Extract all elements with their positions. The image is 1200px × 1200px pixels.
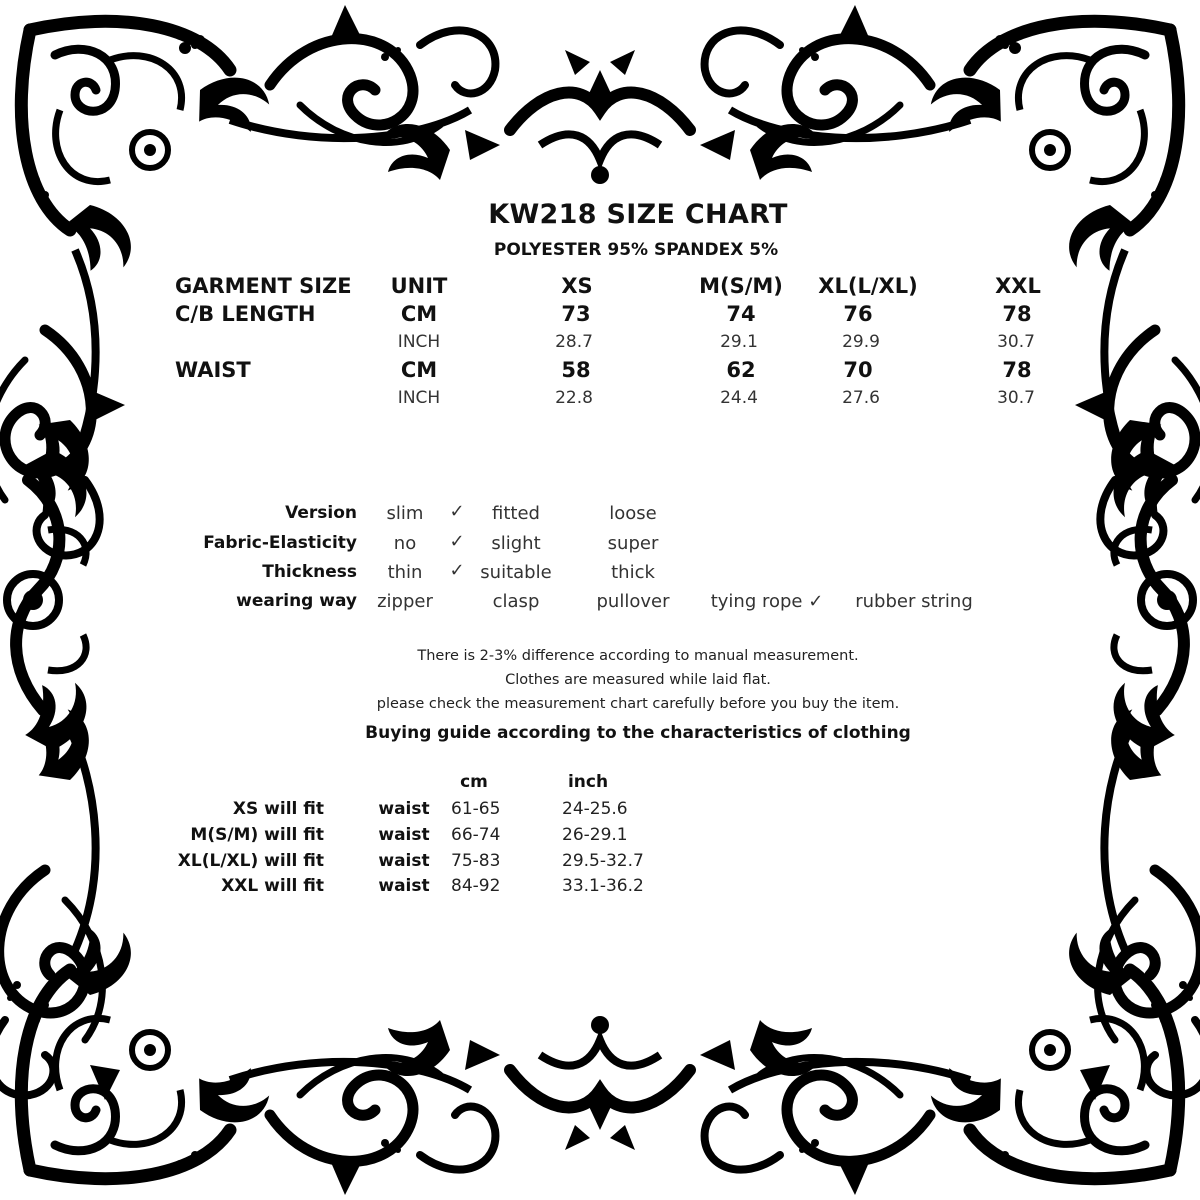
attr-option: thin <box>387 562 423 583</box>
table-unit: CM <box>400 302 438 326</box>
table-cell: 30.7 <box>997 332 1035 352</box>
guide-inch: 26-29.1 <box>562 825 628 845</box>
check-icon: ✓ <box>449 560 465 581</box>
header-size-xxl: XXL <box>995 274 1041 298</box>
attr-option: super <box>607 533 659 554</box>
fabric-composition: POLYESTER 95% SPANDEX 5% <box>493 240 779 260</box>
guide-cm: 66-74 <box>451 825 501 845</box>
attr-option: slim <box>386 503 424 524</box>
table-cell: 29.1 <box>720 332 758 352</box>
header-size-xs: XS <box>561 274 593 298</box>
attr-option: loose <box>609 503 657 524</box>
guide-inch: 33.1-36.2 <box>562 876 644 896</box>
attr-option: clasp <box>492 591 540 612</box>
table-cell: 62 <box>726 358 756 382</box>
table-cell: 73 <box>561 302 591 326</box>
guide-cm: 84-92 <box>451 876 501 896</box>
header-size-m: M(S/M) <box>699 274 783 298</box>
buying-guide-title: Buying guide according to the characteristics of clothing <box>365 723 911 743</box>
attr-label-thickness: Thickness <box>262 562 357 582</box>
check-icon: ✓ <box>449 501 465 522</box>
guide-row-label: XL(L/XL) will fit <box>177 851 324 871</box>
guide-row-label: XXL will fit <box>221 876 324 896</box>
attr-option-selected: tying rope ✓ <box>710 591 824 612</box>
attr-option: slight <box>491 533 541 554</box>
check-icon: ✓ <box>449 531 465 552</box>
attr-label-fabric-elasticity: Fabric-Elasticity <box>203 533 357 553</box>
table-cell: 58 <box>561 358 591 382</box>
attr-option: zipper <box>377 591 433 612</box>
guide-inch: 24-25.6 <box>562 799 628 819</box>
attr-option: pullover <box>596 591 670 612</box>
table-cell: 70 <box>843 358 873 382</box>
row-label-cb-length: C/B LENGTH <box>175 302 316 326</box>
guide-col-cm: cm <box>460 772 488 792</box>
guide-part: waist <box>378 825 430 845</box>
guide-inch: 29.5-32.7 <box>562 851 644 871</box>
attr-option: suitable <box>480 562 552 583</box>
table-cell: 22.8 <box>555 388 593 408</box>
table-unit: INCH <box>397 332 441 352</box>
guide-part: waist <box>378 799 430 819</box>
table-cell: 78 <box>1002 358 1032 382</box>
table-cell: 74 <box>726 302 756 326</box>
guide-row-label: XS will fit <box>232 799 324 819</box>
attr-option: thick <box>611 562 655 583</box>
table-cell: 76 <box>843 302 873 326</box>
guide-cm: 75-83 <box>451 851 501 871</box>
table-cell: 29.9 <box>842 332 880 352</box>
table-unit: INCH <box>397 388 441 408</box>
guide-part: waist <box>378 876 430 896</box>
row-label-waist: WAIST <box>175 358 251 382</box>
table-cell: 30.7 <box>997 388 1035 408</box>
table-cell: 78 <box>1002 302 1032 326</box>
attr-label-wearing-way: wearing way <box>236 591 357 611</box>
note-line: There is 2-3% difference according to manual measurement. <box>417 648 859 664</box>
table-cell: 28.7 <box>555 332 593 352</box>
header-size-xl: XL(L/XL) <box>818 274 918 298</box>
header-unit: UNIT <box>390 274 448 298</box>
page-title: KW218 SIZE CHART <box>488 199 788 230</box>
attr-option: rubber string <box>855 591 973 612</box>
attr-option: no <box>393 533 417 554</box>
note-line: Clothes are measured while laid flat. <box>505 672 771 688</box>
table-unit: CM <box>400 358 438 382</box>
attr-option: fitted <box>492 503 540 524</box>
guide-part: waist <box>378 851 430 871</box>
table-cell: 24.4 <box>720 388 758 408</box>
header-garment-size: GARMENT SIZE <box>175 274 352 298</box>
guide-cm: 61-65 <box>451 799 501 819</box>
table-cell: 27.6 <box>842 388 880 408</box>
attr-label-version: Version <box>285 503 357 523</box>
guide-col-inch: inch <box>567 772 609 792</box>
note-line: please check the measurement chart carefully before you buy the item. <box>376 696 900 712</box>
guide-row-label: M(S/M) will fit <box>190 825 324 845</box>
